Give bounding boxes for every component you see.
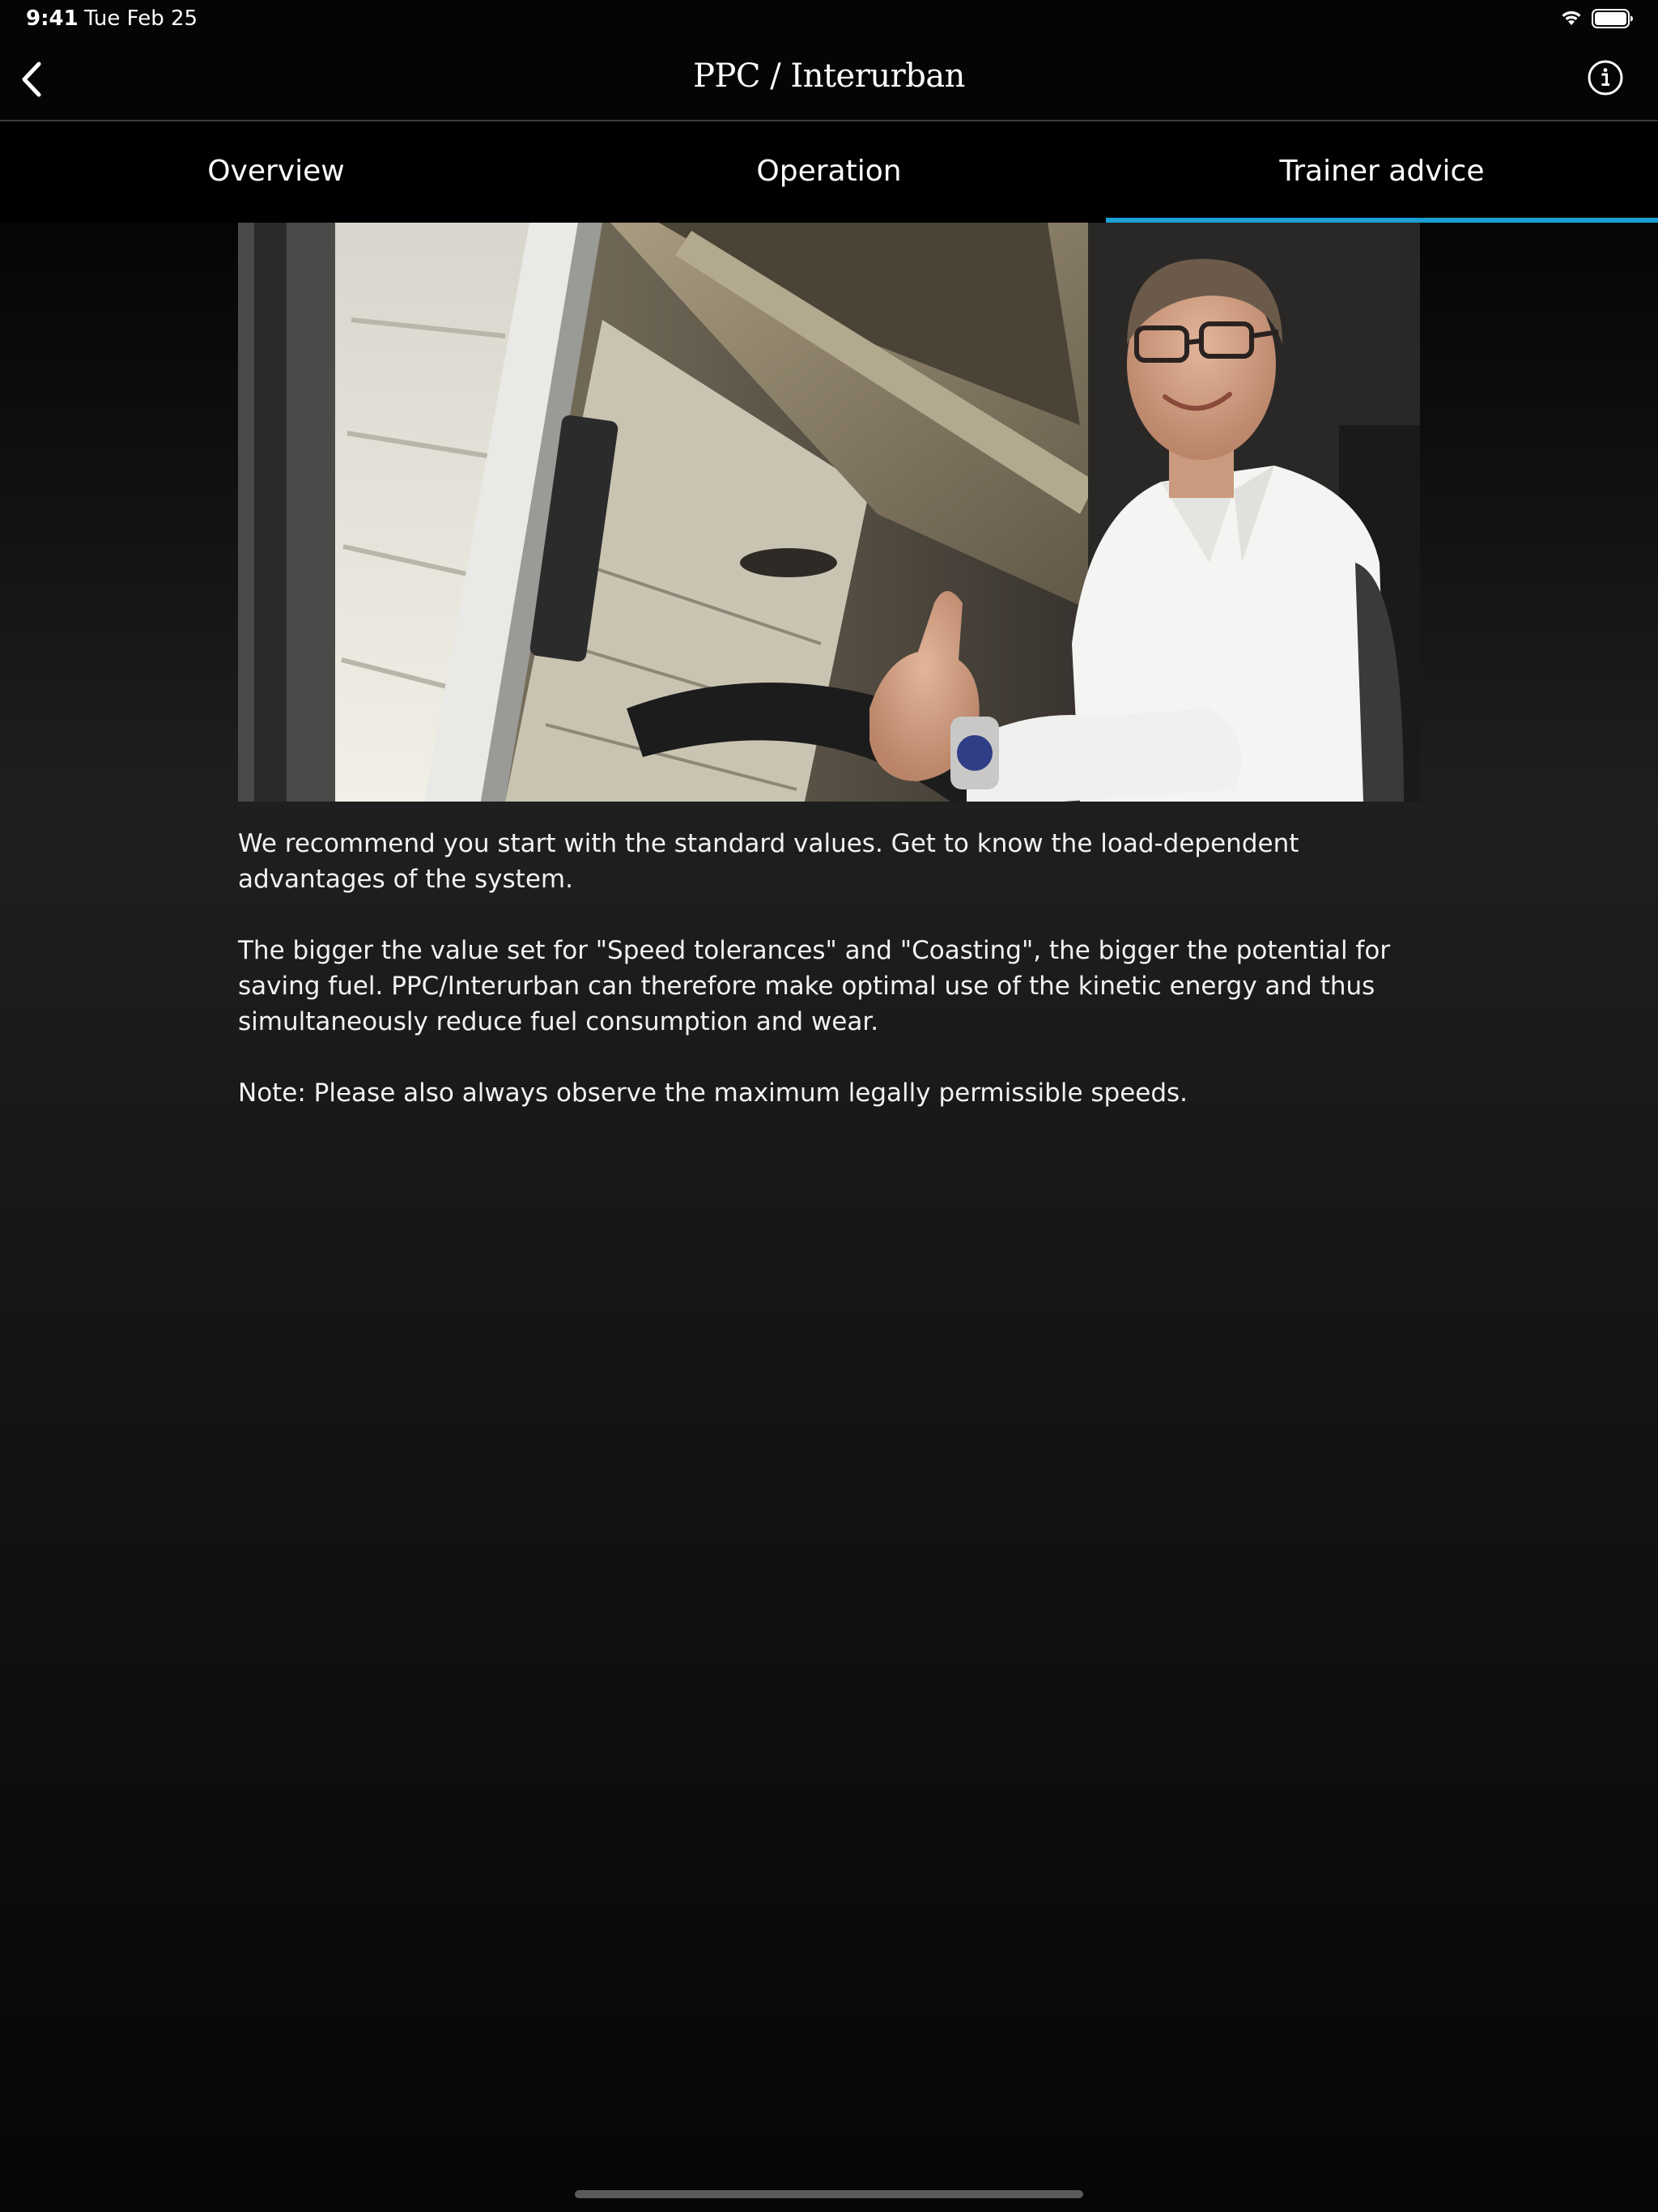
info-circle-icon[interactable] bbox=[1585, 57, 1626, 98]
trainer-photo bbox=[238, 223, 1420, 802]
trainer-advice-content bbox=[238, 826, 1420, 1146]
home-indicator[interactable] bbox=[575, 2190, 1083, 2198]
navigation-bar bbox=[0, 39, 1658, 121]
advice-note: Note: Please also always observe the maximum legally permissible speeds. bbox=[238, 1078, 1188, 1108]
advice-paragraph: The bigger the value set for "Speed tolerances" and "Coasting", the bigger the potential for saving fuel. PPC/Interurban can therefore make optimal use of the kinetic energy and thus simultaneously reduce fuel consumption and wear. bbox=[238, 936, 1391, 1036]
status-bar bbox=[0, 0, 1658, 39]
tab-overview[interactable]: Overview bbox=[207, 155, 345, 188]
back-button[interactable] bbox=[11, 55, 52, 104]
battery-icon bbox=[1592, 8, 1634, 29]
wifi-icon bbox=[1559, 9, 1584, 27]
trainer-photo-illustration bbox=[238, 223, 1420, 802]
tab-trainer-advice[interactable]: Trainer advice bbox=[1106, 121, 1658, 223]
tab-bar bbox=[0, 121, 1658, 223]
page-title: PPC / Interurban bbox=[693, 57, 965, 95]
status-date: Tue Feb 25 bbox=[84, 6, 198, 31]
status-time: 9:41 bbox=[26, 6, 79, 31]
chevron-left-icon bbox=[19, 61, 44, 98]
tab-operation[interactable]: Operation bbox=[756, 155, 902, 188]
advice-paragraph: We recommend you start with the standard values. Get to know the load-dependent advantages of the system. bbox=[238, 829, 1299, 894]
